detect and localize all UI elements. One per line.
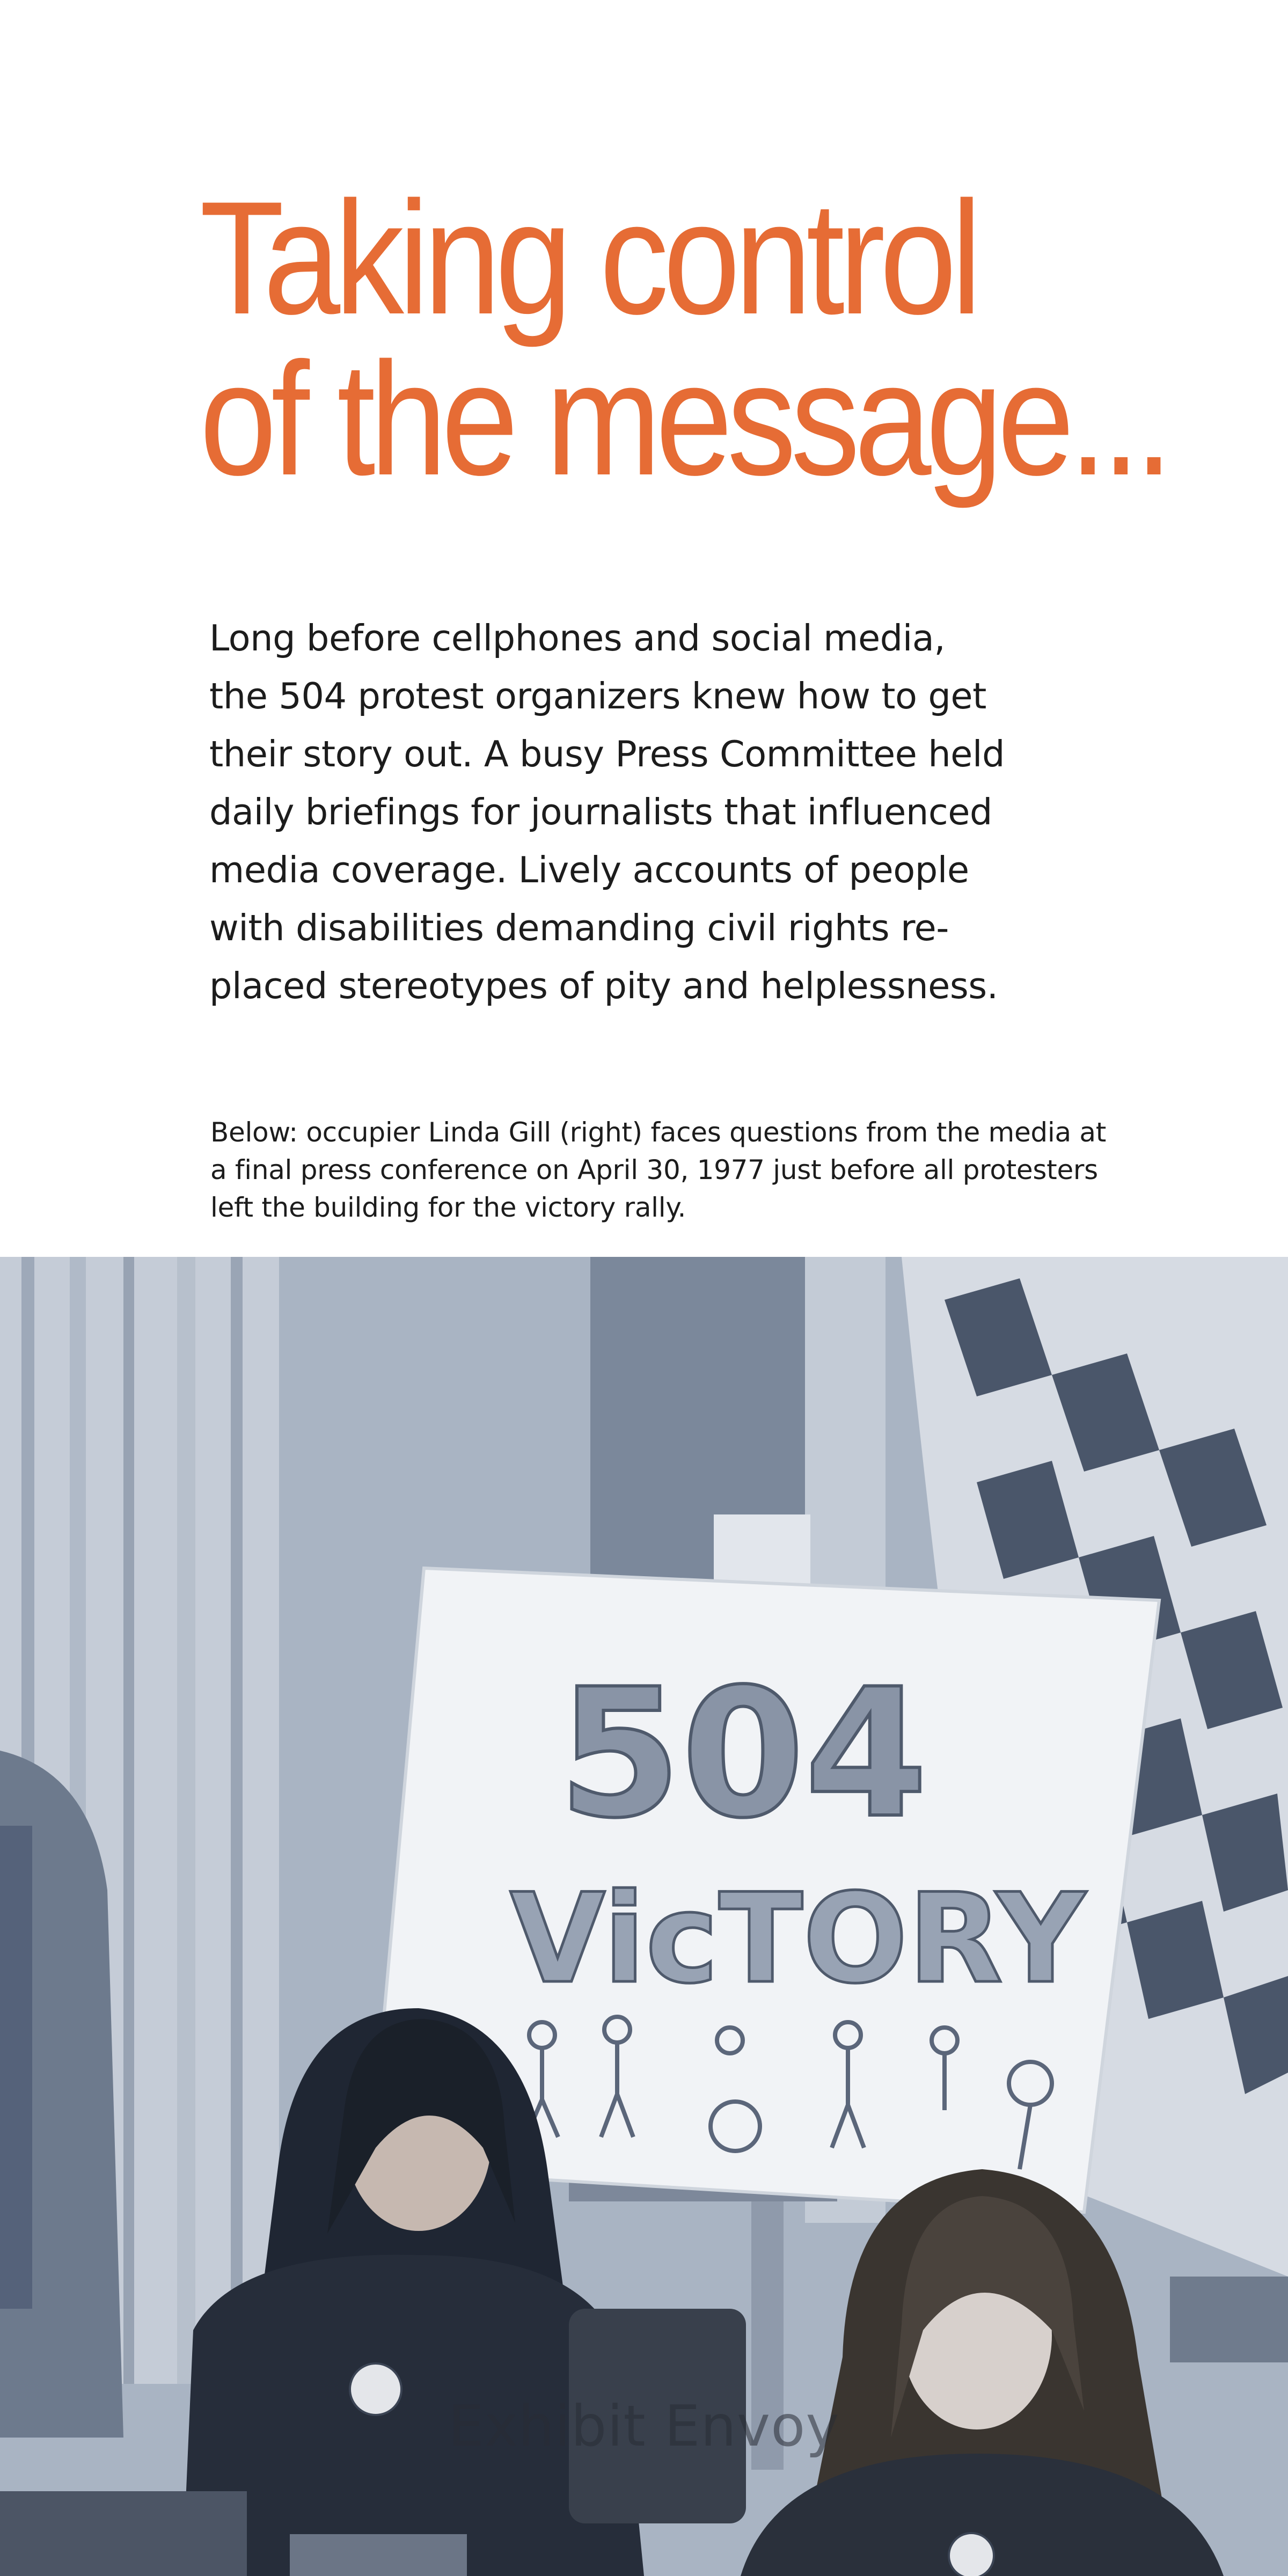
sign-number: 504 — [558, 1651, 928, 1857]
headline — [200, 167, 1168, 509]
body-paragraph — [209, 609, 1089, 1015]
caption-line: left the building for the victory rally. — [210, 1192, 686, 1223]
body-line: Long before cellphones and social media, — [209, 617, 946, 659]
caption-line: Below: occupier Linda Gill (right) faces questions from the media at — [210, 1117, 1107, 1148]
body-line: daily briefings for journalists that influenced — [209, 791, 992, 833]
photo-caption — [210, 1114, 1203, 1226]
watermark: Exhibit Envoy — [448, 2394, 840, 2459]
body-line: the 504 protest organizers knew how to get — [209, 675, 986, 717]
headline-line-2: of the message... — [200, 328, 1168, 509]
sign-word: VicTORY — [510, 1868, 1086, 2011]
body-line: their story out. A busy Press Committee held — [209, 733, 1005, 775]
body-line: with disabilities demanding civil rights re- — [209, 907, 949, 949]
headline-line-1: Taking control — [200, 167, 977, 348]
caption-line: a final press conference on April 30, 1977 just before all protesters — [210, 1154, 1098, 1185]
body-line: placed stereotypes of pity and helplessness. — [209, 965, 998, 1007]
body-line: media coverage. Lively accounts of people — [209, 849, 969, 891]
photo-illustration — [0, 1257, 1288, 2576]
press-conference-photo — [0, 1257, 1288, 2576]
